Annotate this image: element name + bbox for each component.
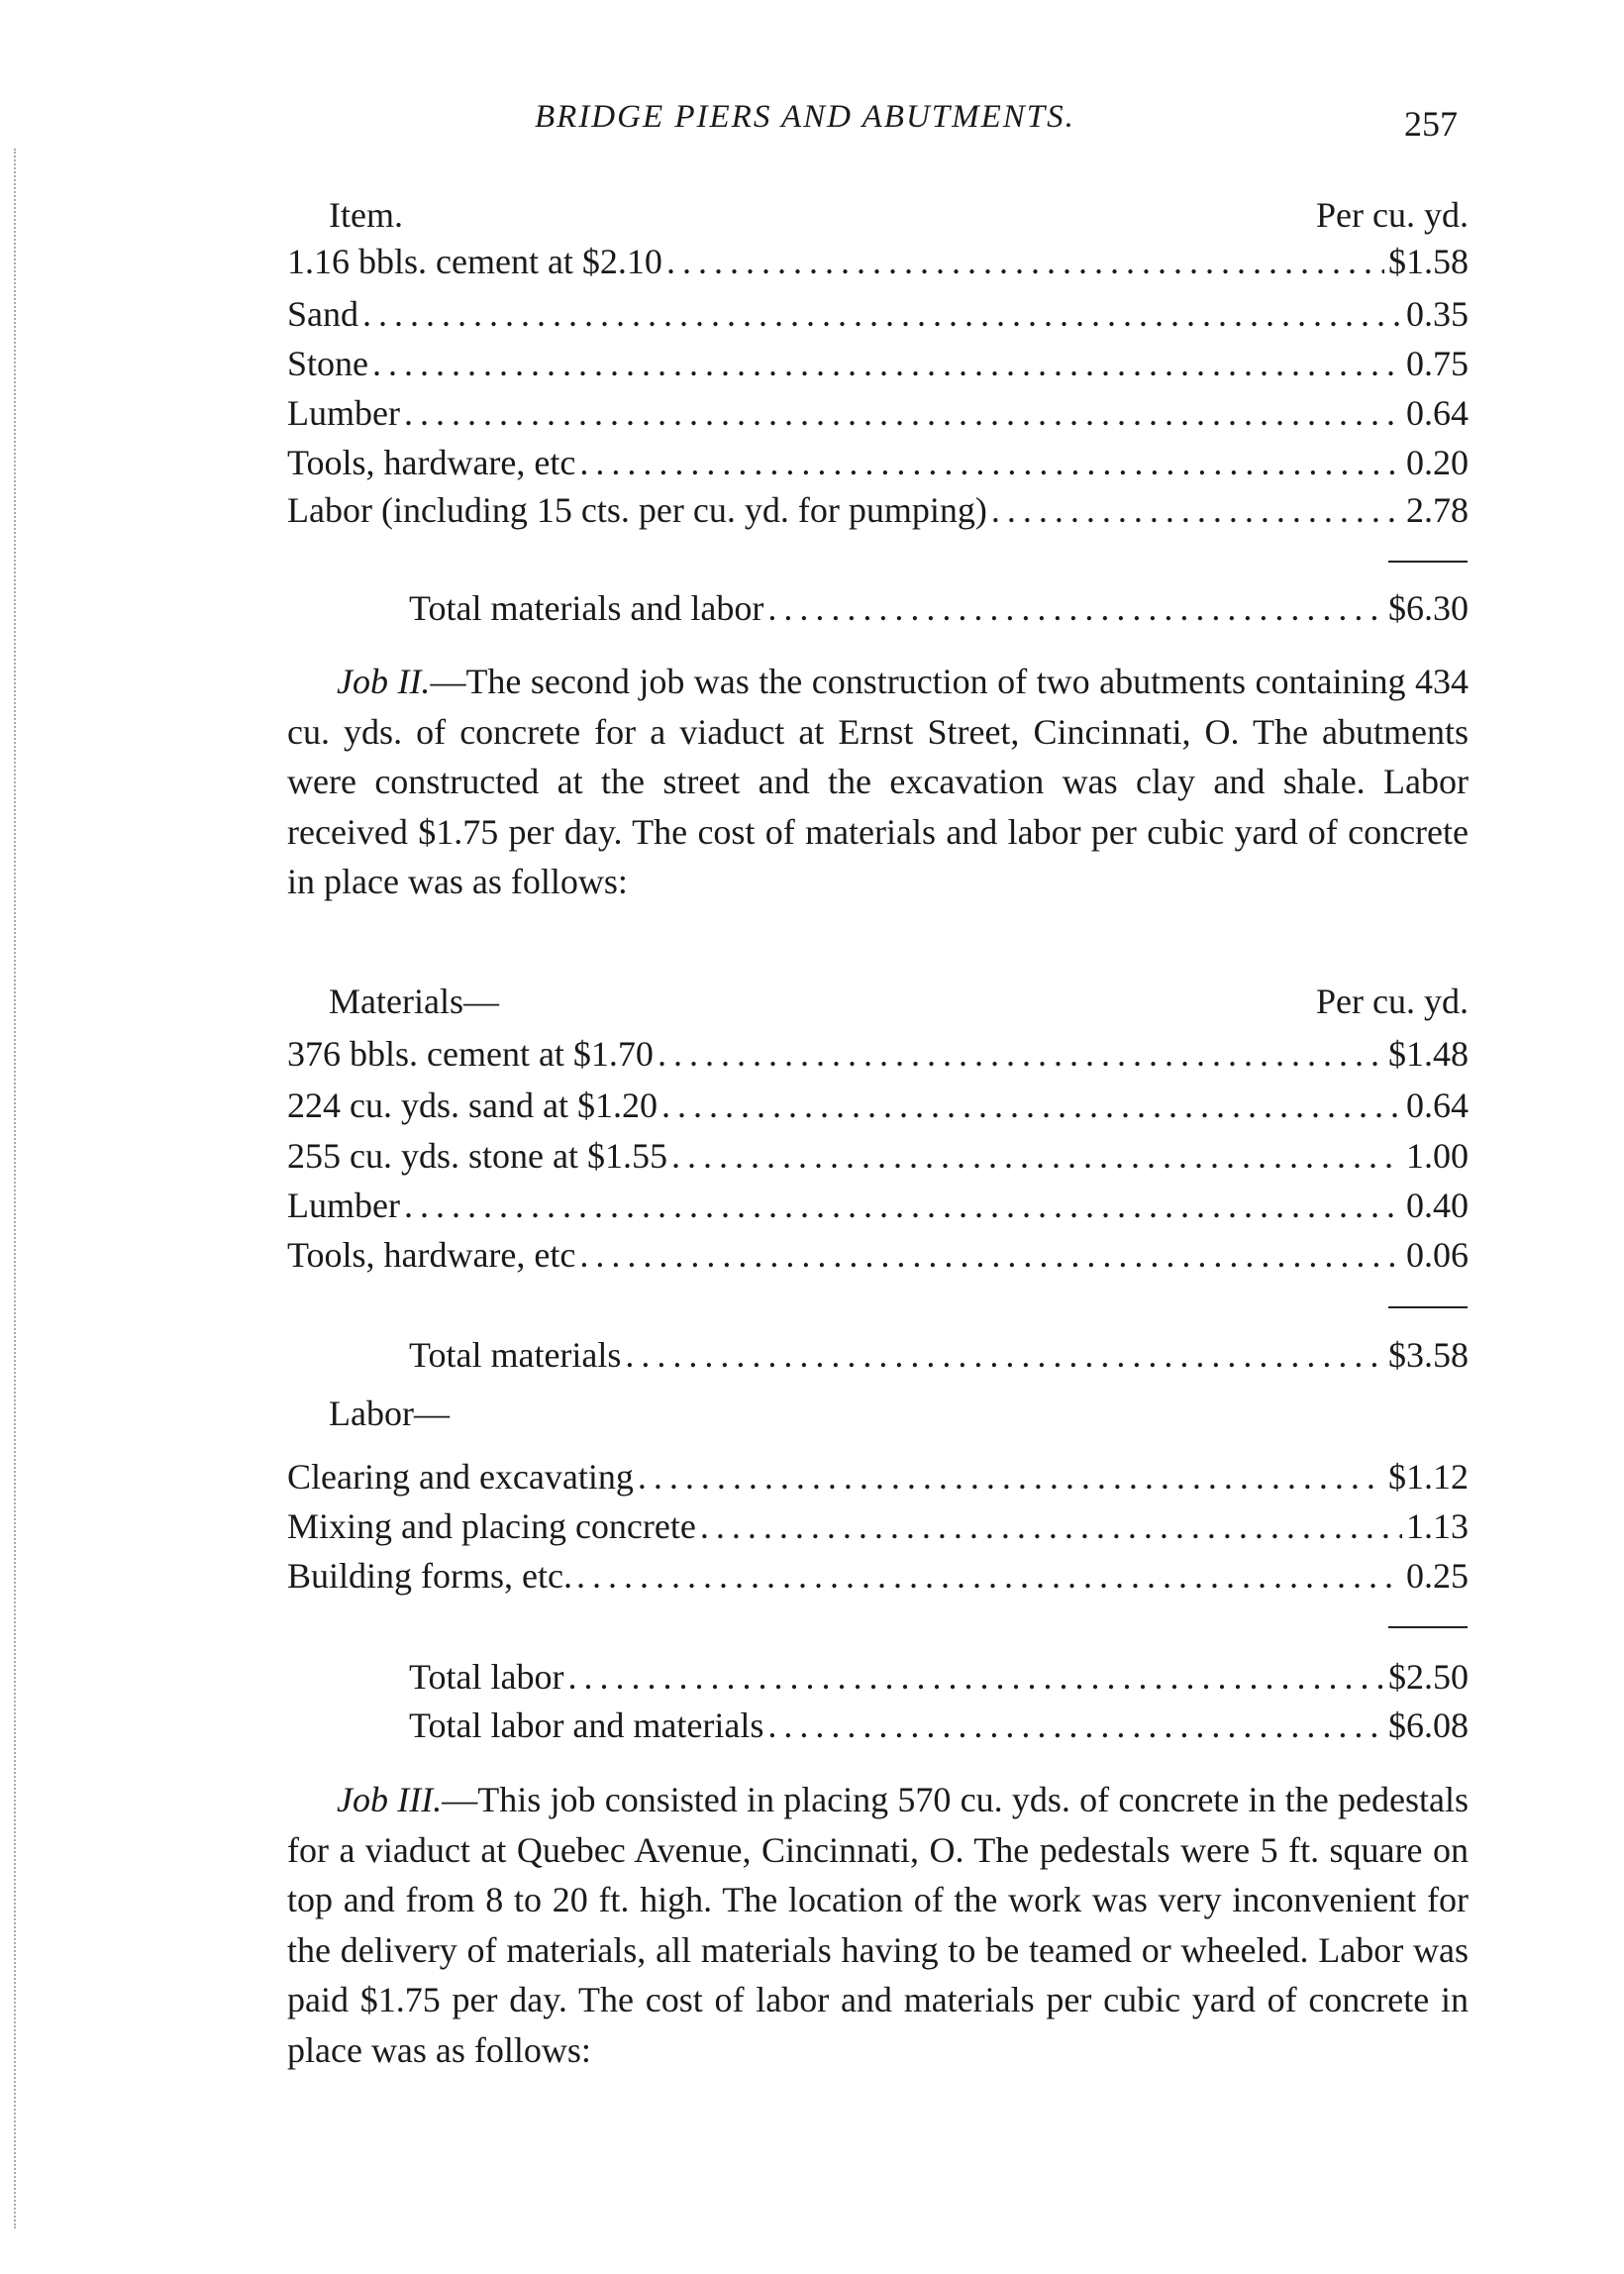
leader-dots <box>991 485 1402 535</box>
leader-dots <box>671 1131 1402 1181</box>
cost-value: 1.13 <box>1406 1506 1469 1546</box>
cost-label: 1.16 bbls. cement at $2.10 <box>287 242 662 281</box>
cost-row <box>287 1131 1469 1181</box>
cost-row <box>287 388 1469 438</box>
cost-value: 2.78 <box>1406 490 1469 530</box>
cost-value: 0.25 <box>1406 1556 1469 1596</box>
cost-value: 1.00 <box>1406 1136 1469 1176</box>
cost-row <box>287 1181 1469 1230</box>
page-number: 257 <box>1404 104 1458 144</box>
cost-value: 0.20 <box>1406 443 1469 482</box>
leader-dots <box>700 1501 1402 1551</box>
cost-label: Tools, hardware, etc <box>287 1235 576 1275</box>
table2-header <box>329 977 1469 1026</box>
cost-value: 0.35 <box>1406 294 1469 334</box>
col-materials: Materials— <box>329 982 499 1021</box>
job2-paragraph: Job II.—The second job was the construction of two abutments containing 434 cu. yds. of concrete for a viaduct at Ernst Street, Cincinnati, O. The abutments were constructed at the street and the excavation was clay and shale. Labor received $1.75 per day. The cost of materials and labor per cubic yard of concrete in place was as follows: <box>287 662 1469 901</box>
cost-row <box>287 1230 1469 1280</box>
cost-label: Sand <box>287 294 358 334</box>
cost-label: Lumber <box>287 1186 400 1225</box>
col-unit: Per cu. yd. <box>1316 982 1469 1021</box>
cost-row <box>287 1029 1469 1079</box>
leader-dots <box>404 388 1402 438</box>
leader-dots <box>666 237 1384 286</box>
leader-dots <box>404 1181 1402 1230</box>
cost-row <box>287 485 1469 535</box>
running-title: BRIDGE PIERS AND ABUTMENTS. <box>535 99 1075 135</box>
cost-label: 376 bbls. cement at $1.70 <box>287 1034 654 1074</box>
sum-rule <box>1388 561 1468 563</box>
leader-dots <box>579 438 1402 487</box>
cost-value: $1.12 <box>1388 1457 1469 1497</box>
leader-dots <box>661 1081 1402 1130</box>
leader-dots <box>576 1551 1402 1601</box>
sum-rule <box>1388 1626 1468 1628</box>
cost-label: Clearing and excavating <box>287 1457 634 1497</box>
leader-dots <box>579 1230 1402 1280</box>
page-edge-shadow <box>14 149 18 2228</box>
cost-row <box>287 289 1469 339</box>
cost-row <box>287 1501 1469 1551</box>
leader-dots <box>362 289 1402 339</box>
cost-label: Mixing and placing concrete <box>287 1506 696 1546</box>
cost-label: Labor (including 15 cts. per cu. yd. for pumping) <box>287 490 987 530</box>
cost-value: $1.48 <box>1388 1034 1469 1074</box>
cost-label: Building forms, etc. <box>287 1556 572 1596</box>
cost-value: 0.64 <box>1406 393 1469 433</box>
cost-row <box>287 1551 1469 1601</box>
cost-value: 0.75 <box>1406 344 1469 383</box>
cost-label: 224 cu. yds. sand at $1.20 <box>287 1085 658 1125</box>
cost-value: $1.58 <box>1388 242 1469 281</box>
total-materials: Total materials . . . $3.58 <box>409 1330 1469 1380</box>
cost-label: Tools, hardware, etc <box>287 443 576 482</box>
cost-row <box>287 1081 1469 1130</box>
col-item: Item. <box>329 195 403 235</box>
total-labor-and-materials: Total labor and materials . . . $6.08 <box>409 1701 1469 1750</box>
labor-heading: Labor— <box>329 1394 450 1433</box>
leader-dots <box>372 339 1402 388</box>
job3-paragraph: Job III.—This job consisted in placing 570 cu. yds. of concrete in the pedestals for a viaduct at Quebec Avenue, Cincinnati, O. The pedestals were 5 ft. square on top and from 8 to 20 ft. high. The location of the work was very inconvenient for the delivery of materials, all materials having to be teamed or wheeled. Labor was paid $1.75 per day. The cost of labor and materials per cubic yard of concrete in place was as follows: <box>287 1780 1469 2070</box>
cost-value: 0.40 <box>1406 1186 1469 1225</box>
cost-value: 0.64 <box>1406 1085 1469 1125</box>
cost-label: Lumber <box>287 393 400 433</box>
col-unit: Per cu. yd. <box>1316 195 1469 235</box>
total-labor: Total labor . . . $2.50 <box>409 1652 1469 1702</box>
cost-row <box>287 438 1469 487</box>
cost-row <box>287 339 1469 388</box>
leader-dots <box>658 1029 1384 1079</box>
sum-rule <box>1388 1306 1468 1308</box>
cost-value: 0.06 <box>1406 1235 1469 1275</box>
leader-dots <box>638 1452 1384 1501</box>
cost-label: 255 cu. yds. stone at $1.55 <box>287 1136 667 1176</box>
table1-header <box>329 190 1469 240</box>
cost-label: Stone <box>287 344 369 383</box>
cost-row <box>287 1452 1469 1501</box>
table1-total: Total materials and labor . . . $6.30 <box>409 583 1469 633</box>
cost-row <box>287 237 1469 286</box>
